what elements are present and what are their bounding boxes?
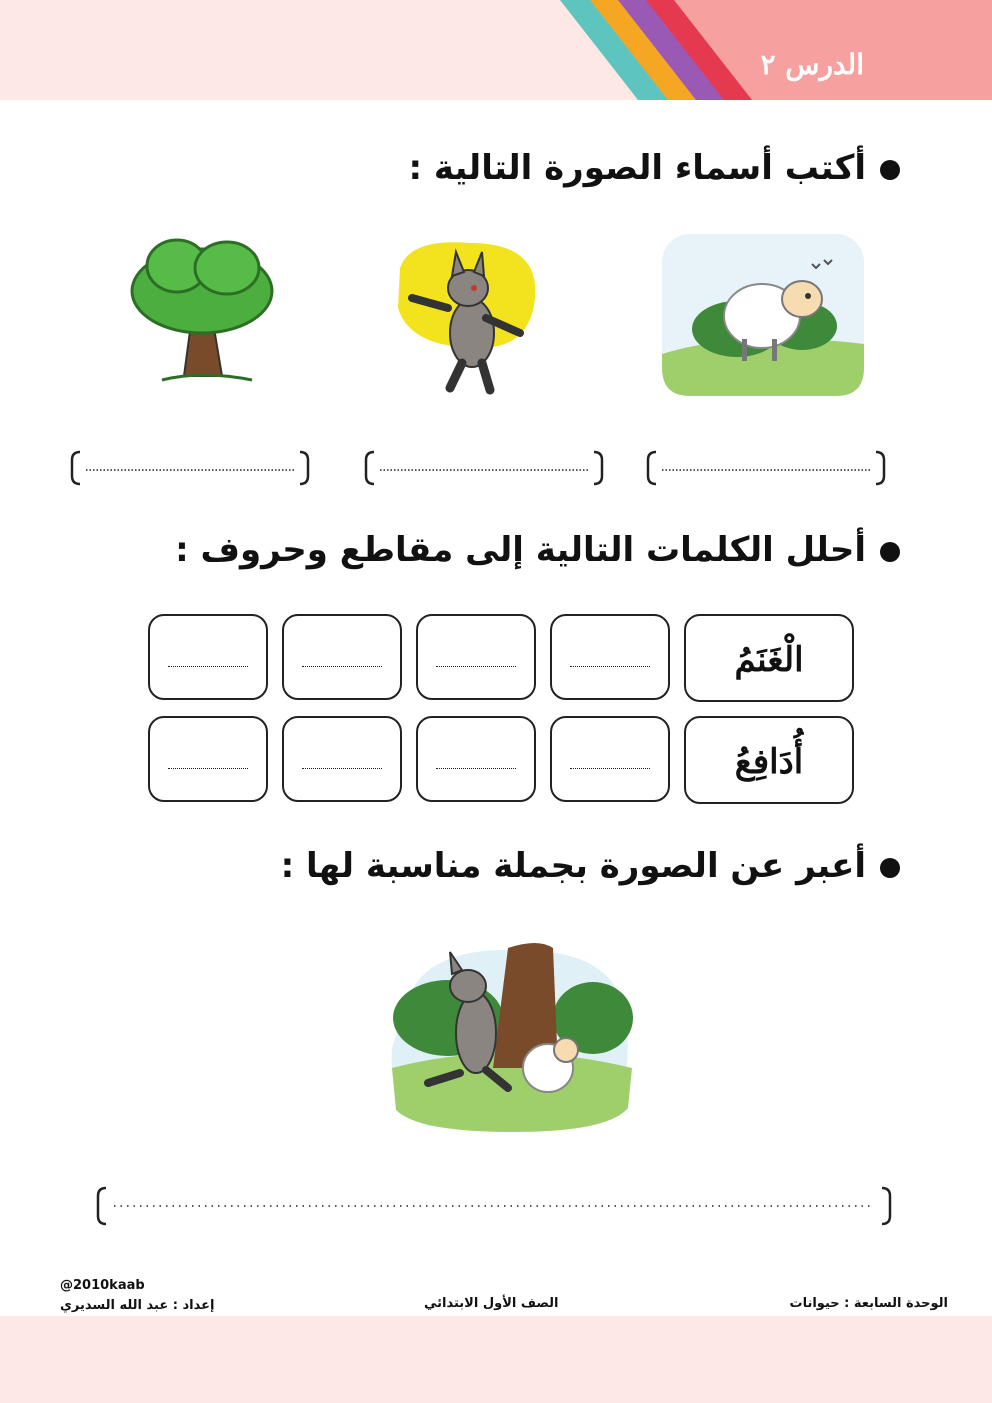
syllable-cell[interactable]	[282, 716, 402, 802]
section1-heading	[409, 148, 901, 188]
footer-handle: @2010kaab	[60, 1278, 145, 1293]
bullet-icon	[880, 858, 900, 878]
syllable-cell[interactable]	[416, 614, 536, 700]
answer-field-wolf[interactable]	[364, 448, 604, 488]
bullet-icon	[880, 160, 900, 180]
syllable-cell[interactable]	[550, 716, 670, 802]
section3-title: أعبر عن الصورة بجملة مناسبة لها :	[280, 846, 866, 886]
section2-title: أحلل الكلمات التالية إلى مقاطع وحروف :	[175, 530, 866, 570]
lesson-label: الدرس ٢	[760, 48, 864, 81]
footer-author: إعداد : عبد الله السديري	[60, 1298, 215, 1313]
syllable-cell[interactable]	[416, 716, 536, 802]
word-cell: أُدَافِعُ	[684, 716, 854, 804]
syllable-cell[interactable]	[550, 614, 670, 700]
wolf-sheep-scene-image	[388, 938, 638, 1134]
answer-field-sheep[interactable]	[646, 448, 886, 488]
footer-grade: الصف الأول الابتدائي	[424, 1296, 559, 1311]
syllable-cell[interactable]	[148, 614, 268, 700]
sentence-answer-field[interactable]	[96, 1186, 892, 1226]
tree-image	[132, 240, 272, 380]
syllable-cell[interactable]	[148, 716, 268, 802]
answer-field-tree[interactable]	[70, 448, 310, 488]
section3-heading	[281, 846, 900, 886]
footer-unit: الوحدة السابعة : حيوانات	[789, 1296, 948, 1311]
wolf-image	[390, 238, 550, 398]
sheep-image	[662, 234, 864, 396]
syllable-cell[interactable]	[282, 614, 402, 700]
section2-heading	[175, 530, 900, 570]
bullet-icon	[880, 542, 900, 562]
footer-band	[0, 1316, 992, 1403]
section1-title: أكتب أسماء الصورة التالية :	[408, 148, 866, 188]
word-cell: الْغَنَمُ	[684, 614, 854, 702]
